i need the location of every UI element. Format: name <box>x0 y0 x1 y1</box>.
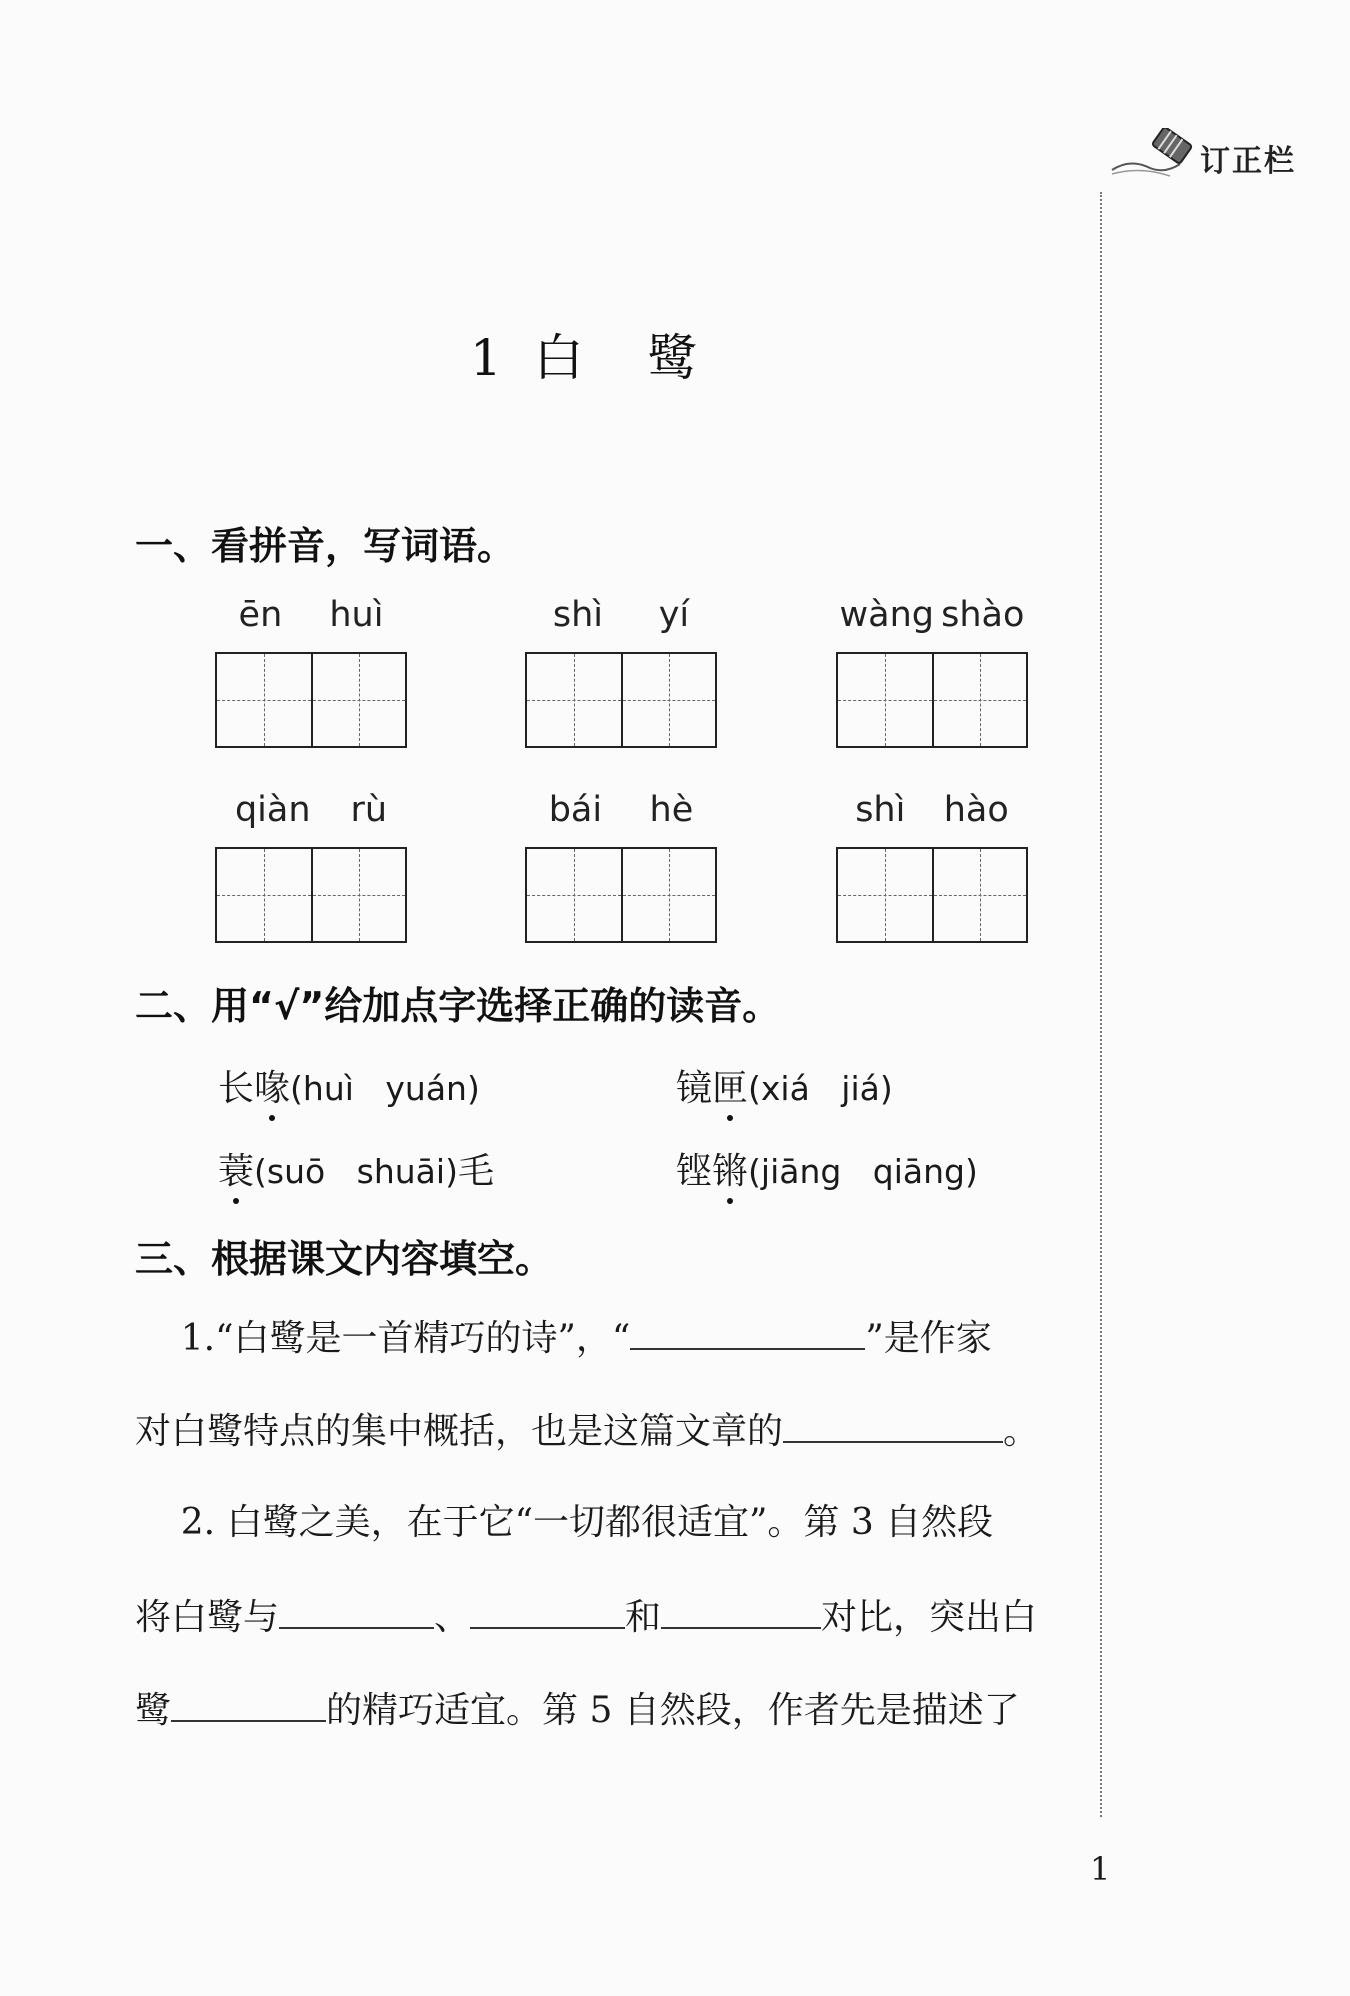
reading-choice-3 <box>218 1143 494 1194</box>
choice-text: 镜 <box>676 1068 713 1109</box>
question-text: 和 <box>625 1597 662 1638</box>
question-1-line-1 <box>135 1312 992 1364</box>
question-text: 1.“白鹭是一首精巧的诗”，“ <box>135 1318 631 1359</box>
lesson-title: 1 白 鹭 <box>470 329 698 387</box>
question-2-line-2 <box>135 1591 1037 1643</box>
pinyin-syllable: qiàn <box>234 790 311 830</box>
correction-column-label: 订正栏 <box>1200 144 1296 179</box>
choice-options[interactable]: (xiá jiá) <box>748 1069 893 1108</box>
pinyin-item-2 <box>525 590 717 748</box>
pinyin-item-6 <box>836 785 1028 943</box>
section1-heading: 一、看拼音，写词语。 <box>135 524 516 568</box>
choice-text: 长 <box>218 1068 255 1109</box>
pinyin-syllable: huì <box>329 595 384 635</box>
choice-options[interactable]: (huì yuán) <box>290 1069 480 1108</box>
question-text: 的精巧适宜。第 5 自然段，作者先是描述了 <box>326 1690 1020 1731</box>
fill-blank[interactable] <box>630 1312 865 1350</box>
reading-choice-4 <box>676 1143 978 1194</box>
pinyin-syllable: shì <box>855 790 906 830</box>
section2-heading: 二、用“√”给加点字选择正确的读音。 <box>135 984 781 1028</box>
question-text: 对比，突出白 <box>821 1597 1038 1638</box>
dotted-char: 匣 <box>712 1060 748 1111</box>
pinyin-syllable: ēn <box>238 595 283 635</box>
pinyin-item-1 <box>215 590 407 748</box>
question-text: 对白鹭特点的集中概括，也是这篇文章的 <box>135 1411 784 1452</box>
question-text: 将白鹭与 <box>135 1597 280 1638</box>
fill-blank[interactable] <box>171 1684 326 1722</box>
dotted-char: 锵 <box>712 1143 748 1194</box>
pencil-eraser-icon <box>1110 128 1200 188</box>
pinyin-item-4 <box>215 785 407 943</box>
writing-grid[interactable] <box>215 652 407 748</box>
pinyin-syllable: bái <box>548 790 603 830</box>
pinyin-syllable: rù <box>350 790 388 830</box>
writing-grid[interactable] <box>215 847 407 943</box>
writing-grid[interactable] <box>836 847 1028 943</box>
writing-grid[interactable] <box>836 652 1028 748</box>
dotted-char: 喙 <box>254 1060 290 1111</box>
dotted-char: 蓑 <box>218 1143 254 1194</box>
pinyin-syllable: yí <box>658 595 690 635</box>
fill-blank[interactable] <box>783 1405 1003 1443</box>
fill-blank[interactable] <box>470 1591 625 1629</box>
fill-blank[interactable] <box>661 1591 821 1629</box>
fill-blank[interactable] <box>279 1591 434 1629</box>
question-text: ”是作家 <box>865 1318 992 1359</box>
pinyin-syllable: hè <box>649 790 694 830</box>
pinyin-item-5 <box>525 785 717 943</box>
pinyin-syllable: hào <box>943 790 1009 830</box>
writing-grid[interactable] <box>525 847 717 943</box>
choice-options[interactable]: (jiāng qiāng) <box>748 1152 978 1191</box>
correction-divider <box>1100 192 1102 1817</box>
pinyin-syllable: shì <box>552 595 603 635</box>
choice-text: 铿 <box>676 1151 713 1192</box>
choice-options[interactable]: (suō shuāi) <box>254 1152 458 1191</box>
reading-choice-1 <box>218 1060 480 1111</box>
correction-column-header <box>1110 128 1330 188</box>
section3-heading: 三、根据课文内容填空。 <box>135 1237 554 1281</box>
question-text: 鹭 <box>135 1690 172 1731</box>
choice-text: 毛 <box>457 1151 494 1192</box>
writing-grid[interactable] <box>525 652 717 748</box>
question-1-line-2 <box>135 1405 1039 1457</box>
pinyin-syllable: shào <box>941 595 1025 635</box>
question-2-line-1: 2. 白鹭之美，在于它“一切都很适宜”。第 3 自然段 <box>135 1502 994 1543</box>
page-number: 1 <box>1090 1850 1111 1888</box>
question-2-line-3 <box>135 1684 1020 1736</box>
pinyin-syllable: wàng <box>839 595 935 635</box>
question-text: 、 <box>434 1597 471 1638</box>
pinyin-item-3 <box>836 590 1028 748</box>
reading-choice-2 <box>676 1060 893 1111</box>
question-text: 。 <box>1003 1411 1040 1452</box>
